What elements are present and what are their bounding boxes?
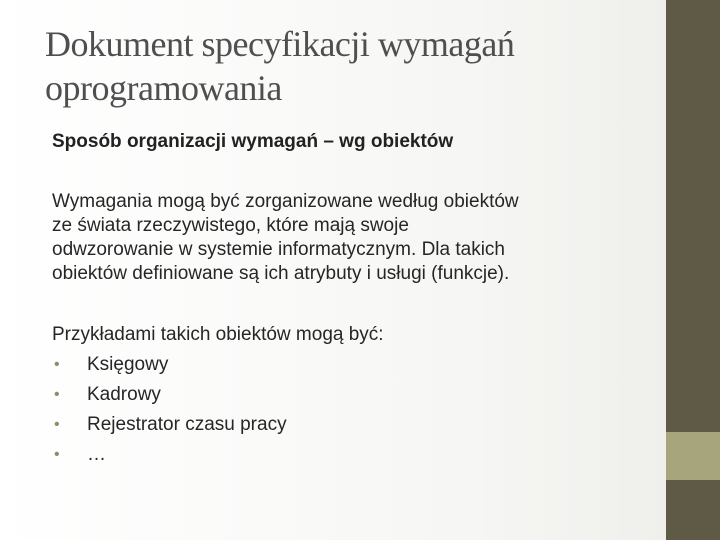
paragraph-line: obiektów definiowane są ich atrybuty i usługi (funkcje). [52, 263, 510, 284]
bullet-icon: • [54, 446, 60, 463]
examples-list [52, 350, 652, 470]
sidebar-decoration-bottom [666, 480, 720, 540]
list-item [52, 350, 652, 380]
list-item-text: Księgowy [87, 354, 169, 375]
bullet-icon: • [54, 356, 60, 373]
description-paragraph [52, 190, 652, 286]
paragraph-line: odwzorowanie w systemie informatycznym. Dla takich [52, 239, 505, 260]
bullet-icon: • [54, 386, 60, 403]
bullet-icon: • [54, 416, 60, 433]
list-item-text: Rejestrator czasu pracy [87, 414, 287, 435]
sidebar-decoration-top [666, 0, 720, 432]
list-item [52, 410, 652, 440]
slide-subtitle: Sposób organizacji wymagań – wg obiektów [52, 131, 454, 152]
paragraph-line: ze świata rzeczywistego, które mają swoje [52, 215, 409, 236]
examples-intro: Przykładami takich obiektów mogą być: [52, 324, 384, 345]
list-item [52, 380, 652, 410]
slide-title: Dokument specyfikacji wymagań oprogramowania [45, 24, 515, 108]
list-item-text: Kadrowy [87, 384, 161, 405]
examples-block [52, 320, 652, 470]
sidebar-decoration-accent [666, 432, 720, 480]
list-item-text: … [87, 444, 106, 465]
list-item [52, 440, 652, 470]
paragraph-line: Wymagania mogą być zorganizowane według obiektów [52, 191, 519, 212]
